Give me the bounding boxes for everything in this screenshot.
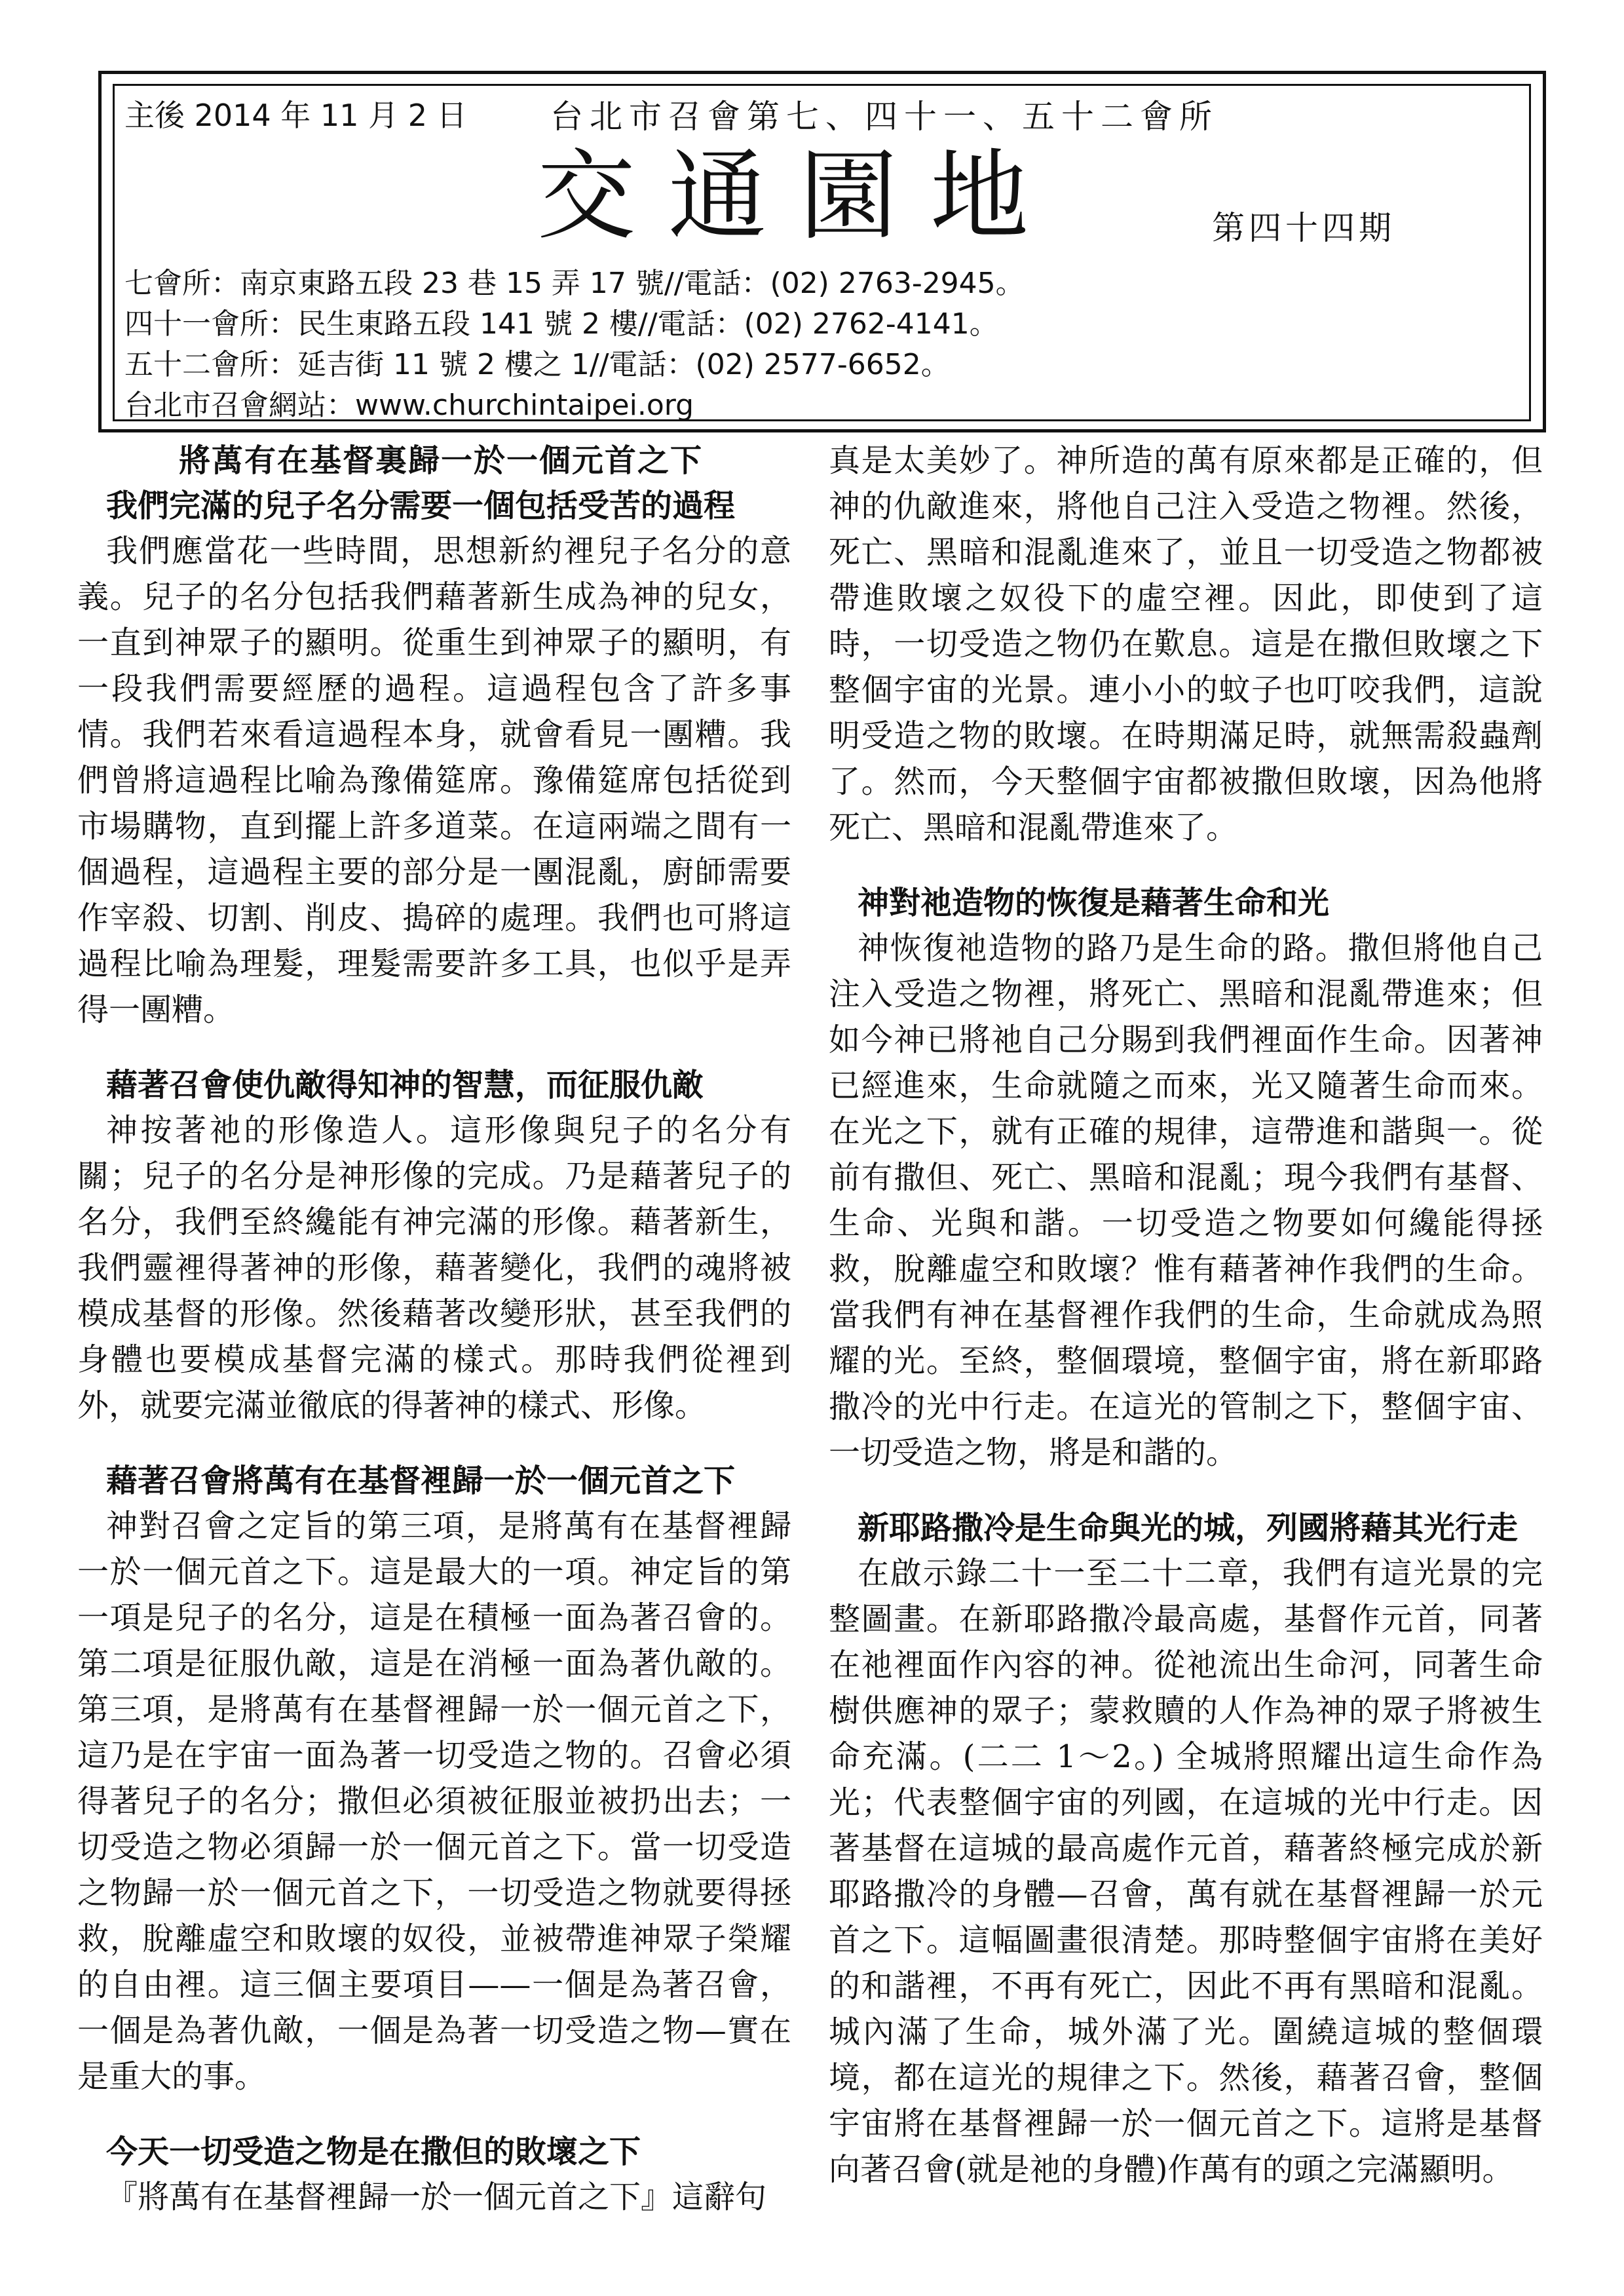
address-hall-7: 七會所：南京東路五段 23 巷 15 弄 17 號//電話：(02) 2763-2945。: [124, 267, 1025, 300]
church-name: 台北市召會第七、四十一、五十二會所: [550, 98, 1218, 136]
issue-number: 第四十四期: [1212, 209, 1395, 247]
left-column: [77, 438, 791, 2240]
section-paragraph-continued: 真是太美妙了。神所造的萬有原來都是正確的，但神的仇敵進來，將他自己注入受造之物裡。然後，死亡、黑暗和混亂進來了，並且一切受造之物都被帶進敗壞之奴役下的虛空裡。因此，即使到了這時，一切受造之物仍在歎息。這是在撒但敗壞之下整個宇宙的光景。連小小的蚊子也叮咬我們，這說明受造之物的敗壞。在時期滿足時，就無需殺蟲劑了。然而，今天整個宇宙都被撒但敗壞，因為他將死亡、黑暗和混亂帶進來了。: [829, 442, 1543, 846]
bulletin-title: 交通園地: [537, 140, 1062, 254]
address-hall-52: 五十二會所：延吉街 11 號 2 樓之 1//電話：(02) 2577-6652。: [124, 348, 950, 381]
bulletin-date: 主後 2014 年 11 月 2 日: [124, 98, 467, 133]
website-line: 台北市召會網站：www.churchintaipei.org: [124, 389, 694, 422]
section-heading: 新耶路撒冷是生命與光的城，列國將藉其光行走: [858, 1510, 1519, 1546]
section-heading: 神對祂造物的恢復是藉著生命和光: [858, 885, 1330, 921]
section-paragraph: 在啟示錄二十一至二十二章，我們有這光景的完整圖畫。在新耶路撒冷最高處，基督作元首，同著在祂裡面作內容的神。從祂流出生命河，同著生命樹供應神的眾子；蒙救贖的人作為神的眾子將被生命充滿。(二二 1～2。) 全城將照耀出這生命作為光；代表整個宇宙的列國，在這城的光中行走。因著基督在這城的最高處作元首，藉著終極完成於新耶路撒冷的身體—召會，萬有就在基督裡歸一於元首之下。這幅圖畫很清楚。那時整個宇宙將在美好的和諧裡，不再有死亡，因此不再有黑暗和混亂。城內滿了生命，城外滿了光。圍繞這城的整個環境，都在這光的規律之下。然後，藉著召會，整個宇宙將在基督裡歸一於一個元首之下。這將是基督向著召會(就是祂的身體)作萬有的頭之完滿顯明。: [829, 1555, 1543, 2188]
section-paragraph: 神恢復祂造物的路乃是生命的路。撒但將他自己注入受造之物裡，將死亡、黑暗和混亂帶進來；但如今神已將祂自己分賜到我們裡面作生命。因著神已經進來，生命就隨之而來，光又隨著生命而來。在光之下，就有正確的規律，這帶進和諧與一。從前有撒但、死亡、黑暗和混亂；現今我們有基督、生命、光與和諧。一切受造之物要如何纔能得拯救，脫離虛空和敗壞？惟有藉著神作我們的生命。當我們有神在基督裡作我們的生命，生命就成為照耀的光。至終，整個環境，整個宇宙，將在新耶路撒冷的光中行走。在這光的管制之下，整個宇宙、一切受造之物，將是和諧的。: [829, 930, 1543, 1471]
section-paragraph: 神按著祂的形像造人。這形像與兒子的名分有關；兒子的名分是神形像的完成。乃是藉著兒子的名分，我們至終纔能有神完滿的形像。藉著新生，我們靈裡得著神的形像，藉著變化，我們的魂將被模成基督的形像。然後藉著改變形狀，甚至我們的身體也要模成基督完滿的樣式。那時我們從裡到外，就要完滿並徹底的得著神的樣式、形像。: [77, 1112, 791, 1424]
right-column: [829, 438, 1543, 2223]
article-title: 將萬有在基督裏歸一於一個元首之下: [178, 442, 703, 479]
section-paragraph: 神對召會之定旨的第三項，是將萬有在基督裡歸一於一個元首之下。這是最大的一項。神定旨的第一項是兒子的名分，這是在積極一面為著召會的。第二項是征服仇敵，這是在消極一面為著仇敵的。第三項，是將萬有在基督裡歸一於一個元首之下，這乃是在宇宙一面為著一切受造之物的。召會必須得著兒子的名分；撒但必須被征服並被扔出去；一切受造之物必須歸一於一個元首之下。當一切受造之物歸一於一個元首之下，一切受造之物就要得拯救，脫離虛空和敗壞的奴役，並被帶進神眾子榮耀的自由裡。這三個主要項目——一個是為著召會，一個是為著仇敵，一個是為著一切受造之物—實在是重大的事。: [77, 1508, 791, 2095]
section-heading: 藉著召會使仇敵得知神的智慧，而征服仇敵: [106, 1067, 704, 1103]
section-heading: 我們完滿的兒子名分需要一個包括受苦的過程: [106, 488, 736, 524]
section-paragraph: 『將萬有在基督裡歸一於一個元首之下』這辭句: [106, 2179, 767, 2215]
section-paragraph: 我們應當花一些時間，思想新約裡兒子名分的意義。兒子的名分包括我們藉著新生成為神的兒女，一直到神眾子的顯明。從重生到神眾子的顯明，有一段我們需要經歷的過程。這過程包含了許多事情。我們若來看這過程本身，就會看見一團糟。我們曾將這過程比喻為豫備筵席。豫備筵席包括從到市場購物，直到擺上許多道菜。在這兩端之間有一個過程，這過程主要的部分是一團混亂，廚師需要作宰殺、切割、削皮、搗碎的處理。我們也可將這過程比喻為理髮，理髮需要許多工具，也似乎是弄得一團糟。: [77, 533, 791, 1028]
section-heading: 藉著召會將萬有在基督裡歸一於一個元首之下: [106, 1463, 736, 1499]
address-hall-41: 四十一會所：民生東路五段 141 號 2 樓//電話：(02) 2762-4141。: [124, 307, 998, 341]
section-heading: 今天一切受造之物是在撒但的敗壞之下: [106, 2133, 641, 2170]
